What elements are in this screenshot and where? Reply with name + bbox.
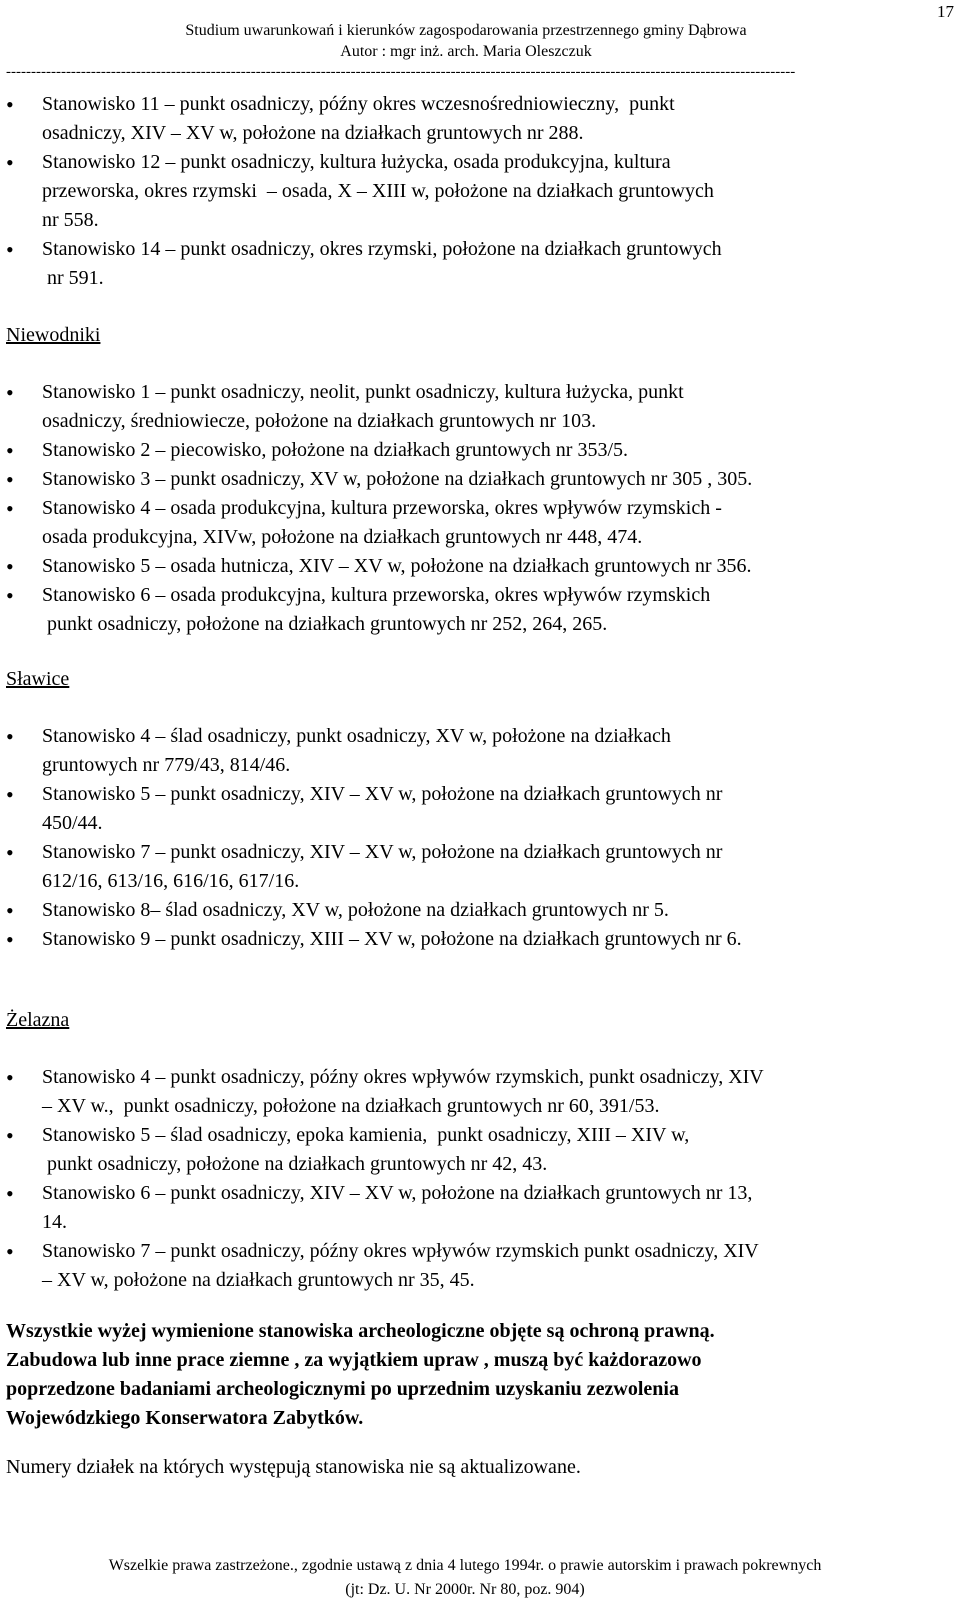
section-list bbox=[6, 378, 936, 639]
header-dash-rule: -------------------------------------------------------------------------------------------------------------------------------------------------------------- bbox=[6, 64, 796, 80]
list-item bbox=[6, 90, 936, 148]
list-item-line: • Stanowisko 4 – ślad osadniczy, punkt osadniczy, XV w, położone na działkach bbox=[42, 725, 671, 747]
list-item-line: nr 591. bbox=[42, 267, 104, 289]
document-header bbox=[0, 20, 932, 62]
list-item-line: gruntowych nr 779/43, 814/46. bbox=[42, 754, 291, 776]
list-item-line: przeworska, okres rzymski – osada, X – XIII w, położone na działkach gruntowych bbox=[42, 180, 714, 202]
list-item-line: punkt osadniczy, położone na działkach gruntowych nr 252, 264, 265. bbox=[42, 613, 608, 635]
list-item bbox=[6, 235, 936, 293]
list-item-line: osadniczy, średniowiecze, położone na działkach gruntowych nr 103. bbox=[42, 410, 597, 432]
list-item-line: • Stanowisko 8– ślad osadniczy, XV w, położone na działkach gruntowych nr 5. bbox=[42, 899, 669, 921]
list-item-line: – XV w., punkt osadniczy, położone na działkach gruntowych nr 60, 391/53. bbox=[42, 1095, 660, 1117]
section-list bbox=[6, 1063, 936, 1295]
list-item bbox=[6, 838, 936, 896]
list-item bbox=[6, 896, 936, 925]
list-item-line: • Stanowisko 4 – osada produkcyjna, kultura przeworska, okres wpływów rzymskich - bbox=[42, 497, 722, 519]
section-title: Niewodniki bbox=[6, 324, 101, 346]
list-item-line: 450/44. bbox=[42, 812, 103, 834]
list-item-line: • Stanowisko 11 – punkt osadniczy, późny okres wczesnośredniowieczny, punkt bbox=[42, 93, 675, 115]
legal-protection-note bbox=[6, 1317, 936, 1433]
section-list bbox=[6, 722, 936, 954]
list-item bbox=[6, 1121, 936, 1179]
list-item bbox=[6, 148, 936, 235]
section-title: Sławice bbox=[6, 668, 70, 690]
footer-citation: (jt: Dz. U. Nr 2000r. Nr 80, poz. 904) bbox=[345, 1581, 585, 1598]
list-item-line: • Stanowisko 6 – punkt osadniczy, XIV – XV w, położone na działkach gruntowych nr 13, bbox=[42, 1182, 753, 1204]
list-item bbox=[6, 552, 936, 581]
list-item-line: • Stanowisko 9 – punkt osadniczy, XIII – XV w, położone na działkach gruntowych nr 6. bbox=[42, 928, 742, 950]
list-item bbox=[6, 722, 936, 780]
bold-note-line: Zabudowa lub inne prace ziemne , za wyjątkiem upraw , muszą być każdorazowo bbox=[6, 1349, 702, 1371]
list-item bbox=[6, 925, 936, 954]
header-title: Studium uwarunkowań i kierunków zagospodarowania przestrzennego gminy Dąbrowa bbox=[185, 22, 747, 39]
footer-copyright: Wszelkie prawa zastrzeżone., zgodnie ustawą z dnia 4 lutego 1994r. o prawie autorskim i prawach pokrewnych bbox=[108, 1557, 822, 1574]
list-item bbox=[6, 1179, 936, 1237]
list-item-line: • Stanowisko 2 – piecowisko, położone na działkach gruntowych nr 353/5. bbox=[42, 439, 628, 461]
bold-note-line: Wszystkie wyżej wymienione stanowiska archeologiczne objęte są ochroną prawną. bbox=[6, 1320, 715, 1342]
list-item bbox=[6, 378, 936, 436]
list-item bbox=[6, 780, 936, 838]
header-author: Autor : mgr inż. arch. Maria Oleszczuk bbox=[340, 43, 592, 60]
bold-note-line: poprzedzone badaniami archeologicznymi po uprzednim uzyskaniu zezwolenia bbox=[6, 1378, 679, 1400]
list-item-line: • Stanowisko 12 – punkt osadniczy, kultura łużycka, osada produkcyjna, kultura bbox=[42, 151, 671, 173]
bold-note-line: Wojewódzkiego Konserwatora Zabytków. bbox=[6, 1407, 364, 1429]
list-item bbox=[6, 1237, 936, 1295]
intro-list bbox=[6, 90, 936, 293]
list-item-line: • Stanowisko 14 – punkt osadniczy, okres rzymski, położone na działkach gruntowych bbox=[42, 238, 722, 260]
list-item bbox=[6, 494, 936, 552]
list-item-line: osada produkcyjna, XIVw, położone na działkach gruntowych nr 448, 474. bbox=[42, 526, 643, 548]
list-item-line: • Stanowisko 6 – osada produkcyjna, kultura przeworska, okres wpływów rzymskich bbox=[42, 584, 711, 606]
list-item bbox=[6, 1063, 936, 1121]
list-item bbox=[6, 465, 936, 494]
list-item-line: • Stanowisko 4 – punkt osadniczy, późny okres wpływów rzymskich, punkt osadniczy, XIV bbox=[42, 1066, 764, 1088]
document-footer bbox=[0, 1554, 930, 1602]
list-item-line: punkt osadniczy, położone na działkach gruntowych nr 42, 43. bbox=[42, 1153, 548, 1175]
list-item-line: 14. bbox=[42, 1211, 67, 1233]
list-item-line: • Stanowisko 5 – osada hutnicza, XIV – XV w, położone na działkach gruntowych nr 356. bbox=[42, 555, 752, 577]
list-item-line: – XV w, położone na działkach gruntowych nr 35, 45. bbox=[42, 1269, 475, 1291]
list-item-line: • Stanowisko 7 – punkt osadniczy, XIV – XV w, położone na działkach gruntowych nr bbox=[42, 841, 723, 863]
list-item-line: nr 558. bbox=[42, 209, 99, 231]
sections bbox=[6, 321, 936, 1295]
list-item bbox=[6, 436, 936, 465]
section-title: Żelazna bbox=[6, 1009, 70, 1031]
list-item-line: • Stanowisko 1 – punkt osadniczy, neolit, punkt osadniczy, kultura łużycka, punkt bbox=[42, 381, 684, 403]
document-body bbox=[6, 90, 936, 1482]
list-item-line: osadniczy, XIV – XV w, położone na działkach gruntowych nr 288. bbox=[42, 122, 584, 144]
final-note: Numery działek na których występują stanowiska nie są aktualizowane. bbox=[6, 1456, 581, 1478]
list-item-line: • Stanowisko 5 – punkt osadniczy, XIV – XV w, położone na działkach gruntowych nr bbox=[42, 783, 723, 805]
list-item bbox=[6, 581, 936, 639]
list-item-line: • Stanowisko 5 – ślad osadniczy, epoka kamienia, punkt osadniczy, XIII – XIV w, bbox=[42, 1124, 690, 1146]
page-number: 17 bbox=[937, 2, 954, 21]
list-item-line: • Stanowisko 7 – punkt osadniczy, późny okres wpływów rzymskich punkt osadniczy, XIV bbox=[42, 1240, 759, 1262]
list-item-line: • Stanowisko 3 – punkt osadniczy, XV w, położone na działkach gruntowych nr 305 , 305. bbox=[42, 468, 753, 490]
list-item-line: 612/16, 613/16, 616/16, 617/16. bbox=[42, 870, 300, 892]
